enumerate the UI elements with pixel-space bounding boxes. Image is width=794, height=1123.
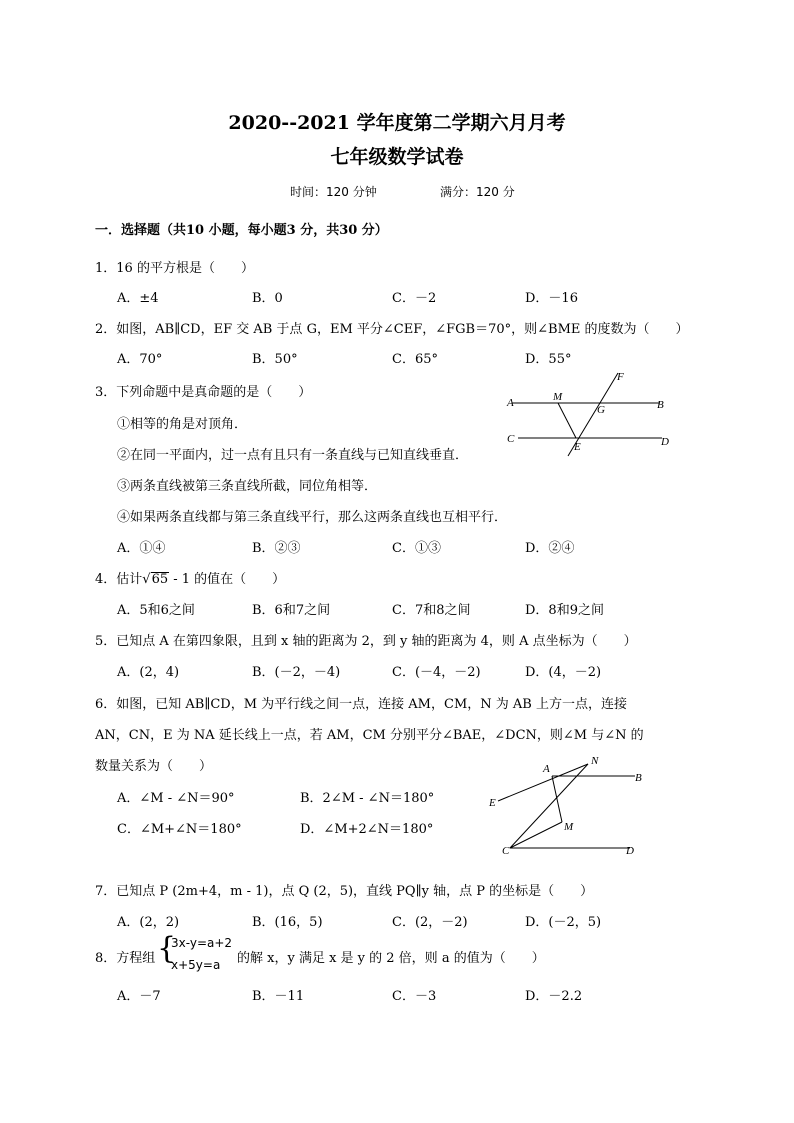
label-e: E bbox=[574, 441, 581, 453]
section-heading: 一．选择题（共10 小题，每小题3 分，共30 分） bbox=[95, 223, 388, 238]
q2-option-a: A．70° bbox=[117, 352, 163, 367]
q8-option-b: B．－11 bbox=[252, 989, 305, 1004]
label-c: C bbox=[502, 845, 510, 857]
exam-score: 满分：120 分 bbox=[440, 185, 515, 199]
q6-option-a: A．∠M - ∠N＝90° bbox=[117, 791, 235, 806]
q6-option-d: D．∠M+2∠N＝180° bbox=[300, 822, 434, 837]
label-m: M bbox=[553, 391, 563, 403]
question-2-stem: 2．如图，AB∥CD，EF 交 AB 于点 G，EM 平分∠CEF，∠FGB＝70°，则∠BME 的度数为（ ） bbox=[95, 322, 689, 337]
q1-option-b: B．0 bbox=[252, 291, 283, 306]
q8-equation-2: x+5y=a bbox=[171, 958, 221, 972]
label-d: D bbox=[661, 436, 669, 448]
label-n: N bbox=[591, 755, 599, 767]
q3-option-c: C．①③ bbox=[392, 541, 441, 556]
q2-option-d: D．55° bbox=[525, 352, 572, 367]
q5-option-d: D．(4，－2) bbox=[525, 665, 602, 680]
question-1-stem: 1．16 的平方根是（ ） bbox=[95, 261, 254, 276]
line-am bbox=[552, 776, 562, 822]
q8-option-a: A．－7 bbox=[117, 989, 161, 1004]
question-7-stem: 7．已知点 P (2m+4，m - 1)，点 Q (2，5)，直线 PQ∥y 轴，点 P 的坐标是（ ） bbox=[95, 884, 594, 899]
question-3-stem: 3．下列命题中是真命题的是（ ） bbox=[95, 385, 312, 400]
q8-prefix: 8．方程组 bbox=[95, 951, 156, 966]
line-cm bbox=[510, 822, 562, 848]
line-cn bbox=[510, 764, 588, 848]
q3-statement-2: ②在同一平面内，过一点有且只有一条直线与已知直线垂直． bbox=[117, 448, 469, 463]
q2-option-c: C．65° bbox=[392, 352, 438, 367]
q8-equation-1: 3x-y=a+2 bbox=[171, 936, 233, 950]
q8-suffix: 的解 x，y 满足 x 是 y 的 2 倍，则 a 的值为（ ） bbox=[237, 951, 545, 966]
q4-prefix: 4．估计 bbox=[95, 572, 143, 587]
q3-option-a: A．①④ bbox=[117, 541, 166, 556]
label-b: B bbox=[635, 772, 642, 784]
question-4-stem bbox=[95, 568, 285, 587]
question-6-line-1: 6．如图，已知 AB∥CD，M 为平行线之间一点，连接 AM，CM，N 为 AB 上方一点，连接 bbox=[95, 697, 627, 712]
q4-option-b: B．6和7之间 bbox=[252, 603, 331, 618]
q1-option-c: C．－2 bbox=[392, 291, 437, 306]
q2-option-b: B．50° bbox=[252, 352, 298, 367]
q6-option-b: B．2∠M - ∠N＝180° bbox=[300, 791, 435, 806]
exam-title: 2020--2021 学年度第二学期六月月考 bbox=[228, 112, 566, 134]
label-b: B bbox=[657, 399, 664, 411]
sqrt-sign: √ bbox=[142, 572, 151, 587]
question-6-line-3: 数量关系为（ ） bbox=[95, 759, 213, 774]
q3-statement-4: ④如果两条直线都与第三条直线平行，那么这两条直线也互相平行． bbox=[117, 510, 508, 525]
question-5-stem: 5．已知点 A 在第四象限，且到 x 轴的距离为 2，到 y 轴的距离为 4，则 A 点坐标为（ ） bbox=[95, 634, 637, 649]
label-m: M bbox=[564, 821, 574, 833]
question-6-line-2: AN，CN，E 为 NA 延长线上一点，若 AM，CM 分别平分∠BAE，∠DCN，则∠M 与∠N 的 bbox=[95, 728, 644, 743]
q7-option-a: A．(2，2) bbox=[117, 915, 180, 930]
label-f: F bbox=[617, 371, 624, 383]
q5-option-c: C．(－4，－2) bbox=[392, 665, 481, 680]
exam-time: 时间：120 分钟 bbox=[290, 185, 377, 199]
q7-option-c: C．(2，－2) bbox=[392, 915, 468, 930]
q5-option-b: B．(－2，－4) bbox=[252, 665, 341, 680]
label-c: C bbox=[507, 433, 515, 445]
exam-subtitle: 七年级数学试卷 bbox=[330, 146, 464, 168]
label-e: E bbox=[489, 797, 496, 809]
q4-radicand: 65 bbox=[151, 572, 169, 587]
q1-option-a: A．±4 bbox=[117, 291, 159, 306]
label-a: A bbox=[543, 763, 550, 775]
figure-parallel-transversal bbox=[500, 365, 680, 460]
q8-option-c: C．－3 bbox=[392, 989, 437, 1004]
q6-option-c: C．∠M+∠N＝180° bbox=[117, 822, 242, 837]
q8-option-d: D．－2.2 bbox=[525, 989, 583, 1004]
q3-statement-3: ③两条直线被第三条直线所截，同位角相等． bbox=[117, 479, 378, 494]
q7-option-b: B．(16，5) bbox=[252, 915, 323, 930]
q7-option-d: D．(－2，5) bbox=[525, 915, 602, 930]
line-em bbox=[558, 403, 576, 438]
q4-suffix: - 1 的值在（ ） bbox=[169, 572, 286, 587]
q8-system-brace: { bbox=[157, 931, 177, 966]
q1-option-d: D．－16 bbox=[525, 291, 578, 306]
q5-option-a: A．(2，4) bbox=[117, 665, 180, 680]
q4-option-d: D．8和9之间 bbox=[525, 603, 604, 618]
q4-option-a: A．5和6之间 bbox=[117, 603, 195, 618]
label-d: D bbox=[626, 845, 634, 857]
label-a: A bbox=[507, 397, 514, 409]
label-g: G bbox=[597, 404, 605, 416]
q4-option-c: C．7和8之间 bbox=[392, 603, 471, 618]
q3-option-b: B．②③ bbox=[252, 541, 301, 556]
q3-option-d: D．②④ bbox=[525, 541, 575, 556]
figure-angle-bisectors bbox=[485, 750, 650, 860]
q3-statement-1: ①相等的角是对顶角． bbox=[117, 417, 248, 432]
